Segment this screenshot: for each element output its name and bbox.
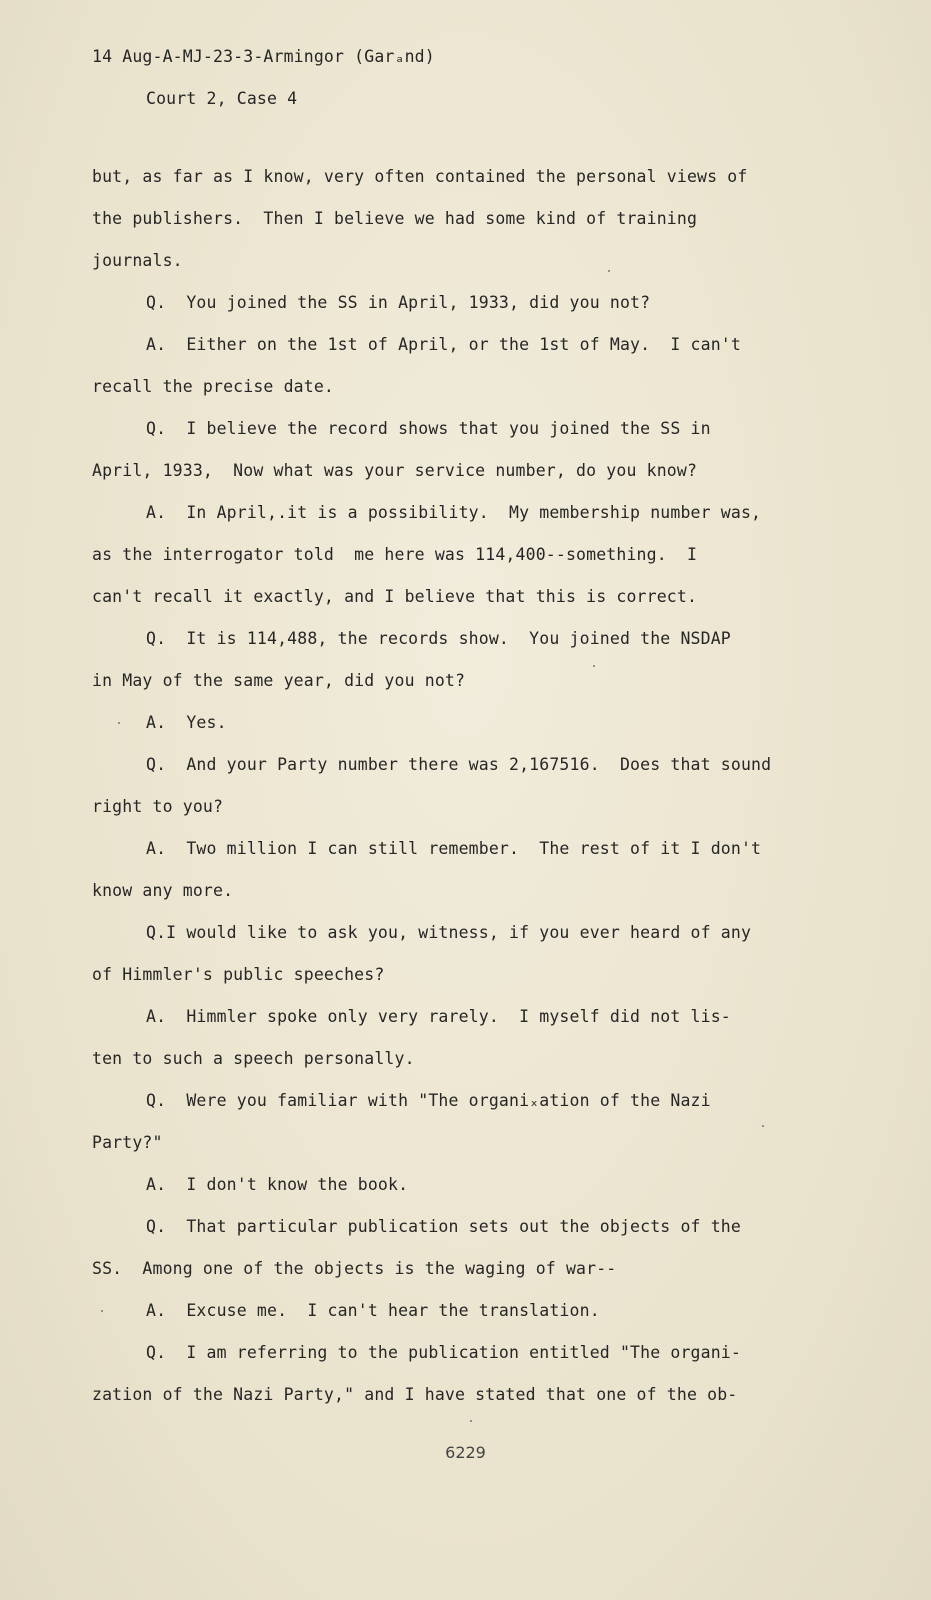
text-line: zation of the Nazi Party," and I have stated that one of the ob- — [92, 1385, 738, 1404]
text-line: but, as far as I know, very often contained the personal views of — [92, 167, 748, 186]
document-reference: 14 Aug-A-MJ-23-3-Armingor (Garₐnd) — [92, 47, 435, 66]
paper-speck — [118, 722, 120, 724]
paper-speck — [608, 270, 610, 272]
question-line: Q. I believe the record shows that you joined the SS in — [146, 419, 711, 438]
question-line: Q. And your Party number there was 2,167516. Does that sound — [146, 755, 772, 774]
text-line: April, 1933, Now what was your service number, do you know? — [92, 461, 698, 480]
question-line: Q. You joined the SS in April, 1933, did you not? — [146, 293, 651, 312]
text-line: journals. — [92, 251, 183, 270]
question-line: Q.I would like to ask you, witness, if you ever heard of any — [146, 923, 752, 942]
question-line: Q. Were you familiar with "The organiₓation of the Nazi — [146, 1091, 711, 1110]
text-line: the publishers. Then I believe we had some kind of training — [92, 209, 698, 228]
text-line: ten to such a speech personally. — [92, 1049, 415, 1068]
answer-line: A. I don't know the book. — [146, 1175, 409, 1194]
answer-line: A. Either on the 1st of April, or the 1st of May. I can't — [146, 335, 741, 354]
paper-speck — [470, 1420, 472, 1422]
paper-speck — [762, 1125, 764, 1127]
answer-line: A. In April,.it is a possibility. My membership number was, — [146, 503, 762, 522]
text-line: in May of the same year, did you not? — [92, 671, 466, 690]
page-number: 6229 — [445, 1443, 486, 1462]
answer-line: A. Excuse me. I can't hear the translation. — [146, 1301, 600, 1320]
text-line: SS. Among one of the objects is the waging of war-- — [92, 1259, 617, 1278]
text-line: can't recall it exactly, and I believe that this is correct. — [92, 587, 698, 606]
paper-speck — [593, 665, 595, 667]
court-case-label: Court 2, Case 4 — [146, 89, 298, 108]
text-line: Party?" — [92, 1133, 163, 1152]
question-line: Q. It is 114,488, the records show. You joined the NSDAP — [146, 629, 731, 648]
text-line: know any more. — [92, 881, 234, 900]
paper-speck — [101, 1310, 103, 1312]
question-line: Q. That particular publication sets out the objects of the — [146, 1217, 741, 1236]
text-line: of Himmler's public speeches? — [92, 965, 385, 984]
question-line: Q. I am referring to the publication entitled "The organi- — [146, 1343, 741, 1362]
text-line: right to you? — [92, 797, 224, 816]
text-line: recall the precise date. — [92, 377, 335, 396]
answer-line: A. Two million I can still remember. The rest of it I don't — [146, 839, 762, 858]
text-line: as the interrogator told me here was 114,400--something. I — [92, 545, 698, 564]
answer-line: A. Yes. — [146, 713, 227, 732]
answer-line: A. Himmler spoke only very rarely. I myself did not lis- — [146, 1007, 731, 1026]
